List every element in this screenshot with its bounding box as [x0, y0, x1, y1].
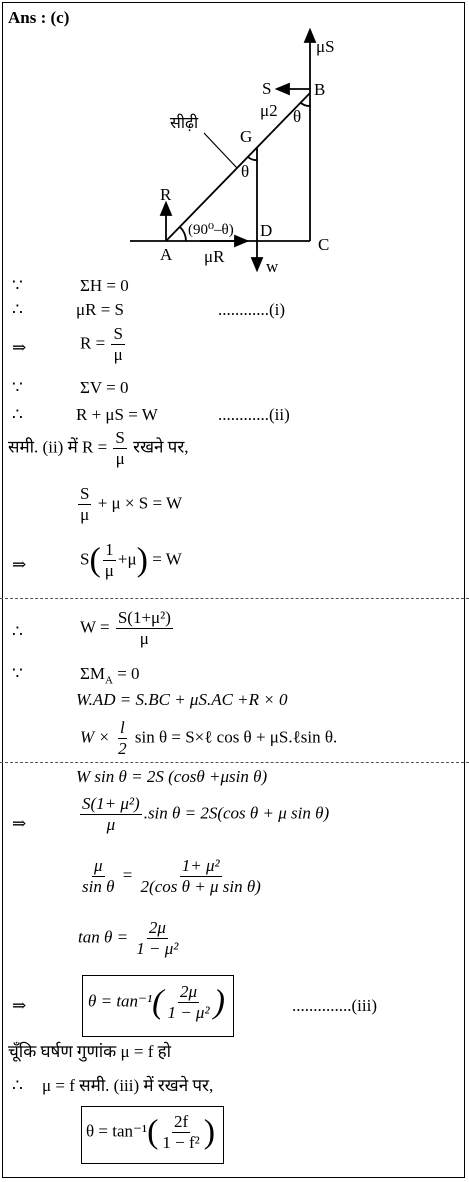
- label-s: S: [262, 79, 272, 98]
- fraction-mu-sin: $\frac{\mu}{\text{sin θ}}$: [82, 856, 115, 896]
- eq-ref-iii: ..............(iii): [292, 996, 377, 1015]
- label-mu-s: μS: [316, 37, 335, 56]
- sym-therefore-2: ∴: [12, 405, 23, 424]
- sym-implies-2: ⇒: [12, 555, 27, 574]
- eq-w-frac: W = $\frac{\text{S(1+μ²)}}{\mu}$: [80, 608, 171, 648]
- ladder-diagram: [0, 0, 469, 275]
- label-angle: (90⁰–θ): [188, 222, 234, 238]
- label-mu2: μ2: [260, 101, 278, 120]
- text-substitute-f: μ = f समी. (iii) में रखने पर,: [42, 1076, 214, 1095]
- eq-ref-ii: ............(ii): [218, 405, 290, 424]
- sym-implies-1: ⇒: [12, 338, 27, 357]
- page-break-2: [0, 762, 469, 763]
- sym-because-2: ∵: [12, 378, 23, 397]
- fraction-s-1mu2-mu-2: $\frac{\text{S(1+ μ²)}}{\mu}$: [82, 794, 140, 834]
- angle-arc-b: [301, 103, 310, 106]
- mu-s-arrowhead: [305, 30, 315, 42]
- angle-arc-g: [248, 157, 257, 160]
- fraction-2mu-1mu2: $\frac{2\mu}{\text{1 − μ²}}$: [136, 918, 179, 958]
- angle-arc-a: [180, 227, 186, 241]
- eq-ref-i: ............(i): [218, 300, 286, 319]
- label-g: G: [240, 127, 253, 146]
- sym-because-3: ∵: [12, 664, 23, 683]
- label-theta-g: θ: [241, 162, 250, 181]
- label-w: w: [266, 257, 279, 275]
- fraction-1mu2-cos: $\frac{\text{1+ μ²}}{\text{2(cos θ + μ sin θ)}}$: [140, 856, 261, 896]
- eq-sin-relation: $\frac{\text{S(1+ μ²)}}{\mu}$ .sin θ = 2S(cos θ + μ sin θ): [82, 794, 330, 834]
- label-mu-r: μR: [204, 247, 225, 266]
- sym-because-1: ∵: [12, 276, 23, 295]
- fraction-s-mu: $\frac{S}{\mu}$: [113, 324, 123, 364]
- label-c: C: [318, 235, 330, 254]
- fraction-l-2: $\frac{l}{2}$: [118, 718, 127, 758]
- eq-r-frac: [80, 324, 127, 365]
- sym-implies-3: ⇒: [12, 814, 27, 833]
- r-arrowhead: [161, 203, 171, 215]
- sym-therefore-3: ∴: [12, 622, 23, 641]
- eq-mur-s: μR = S: [76, 300, 124, 319]
- label-a: A: [160, 245, 173, 264]
- label-r: R: [160, 185, 172, 204]
- page-break-1: [0, 598, 469, 599]
- eq-sum-h: ΣH = 0: [80, 276, 129, 295]
- fraction-2f-1f2: $\frac{2f}{\text{1 − f²}}$: [162, 1112, 200, 1152]
- ladder-pointer-line: [204, 133, 237, 168]
- label-b: B: [314, 80, 326, 99]
- eq-moment-expanded: W × $\frac{l}{2}$ sin θ = S×ℓ cos θ + μS.ℓsin θ.: [80, 718, 338, 758]
- sym-implies-4: ⇒: [12, 996, 27, 1015]
- fraction-s-mu-3: $\frac{S}{\mu}$: [80, 484, 90, 524]
- eq-sum-ma: $\Sigma M_A = 0$: [80, 664, 140, 687]
- fraction-s-mu-2: $\frac{S}{\mu}$: [115, 428, 125, 468]
- sym-therefore-1: ∴: [12, 300, 23, 319]
- fraction-1-mu: $\frac{1}{\mu}$: [104, 540, 114, 580]
- fraction-s-1mu2-mu: $\frac{\text{S(1+μ²)}}{\mu}$: [117, 608, 171, 648]
- w-arrowhead: [252, 258, 262, 270]
- eq-tan-theta: tan θ = $\frac{2\mu}{\text{1 − μ²}}$: [78, 918, 179, 958]
- fraction-2mu-1mu2-boxed: $\frac{2\mu}{\text{1 − μ²}}$: [167, 982, 210, 1022]
- text-friction-coefficient: चूँकि घर्षण गुणांक μ = f हो: [8, 1042, 172, 1061]
- eq-theta-tan-inv-f: θ = tan⁻¹( $\frac{2f}{\text{1 − f²}}$ ): [86, 1112, 216, 1152]
- sym-therefore-4: ∴: [12, 1076, 23, 1095]
- eq-r-lhs: R =: [80, 333, 106, 353]
- mu-r-arrowhead: [235, 236, 247, 246]
- eq-s-over-mu-line: $\frac{S}{\mu}$ + μ × S = W: [80, 484, 183, 524]
- s-arrowhead: [277, 84, 289, 94]
- eq-w-sin: W sin θ = 2S (cosθ +μsin θ): [76, 767, 268, 786]
- answer-heading: Ans : (c): [8, 8, 70, 27]
- eq-sum-v: ΣV = 0: [80, 378, 129, 397]
- label-theta-b: θ: [293, 107, 302, 126]
- label-d: D: [260, 221, 273, 240]
- eq-mu-sin-ratio: $\frac{\mu}{\text{sin θ}}$ = $\frac{\text{1+ μ²}}{\text{2(cos θ + μ sin θ)}}$: [82, 856, 261, 896]
- eq-theta-tan-inv-mu: θ = tan⁻¹( $\frac{2\mu}{\text{1 − μ²}}$ ): [88, 982, 225, 1022]
- eq-moment: W.AD = S.BC + μS.AC +R × 0: [76, 690, 288, 709]
- eq-s-paren-w: S( $\frac{1}{\mu}$ +μ) = W: [80, 540, 182, 580]
- eq-r-mus-w: R + μS = W: [76, 405, 158, 424]
- eq-substitute-line: समी. (ii) में R = $\frac{S}{\mu}$ रखने पर,: [8, 428, 189, 468]
- label-ladder: सीढ़ी: [170, 115, 199, 132]
